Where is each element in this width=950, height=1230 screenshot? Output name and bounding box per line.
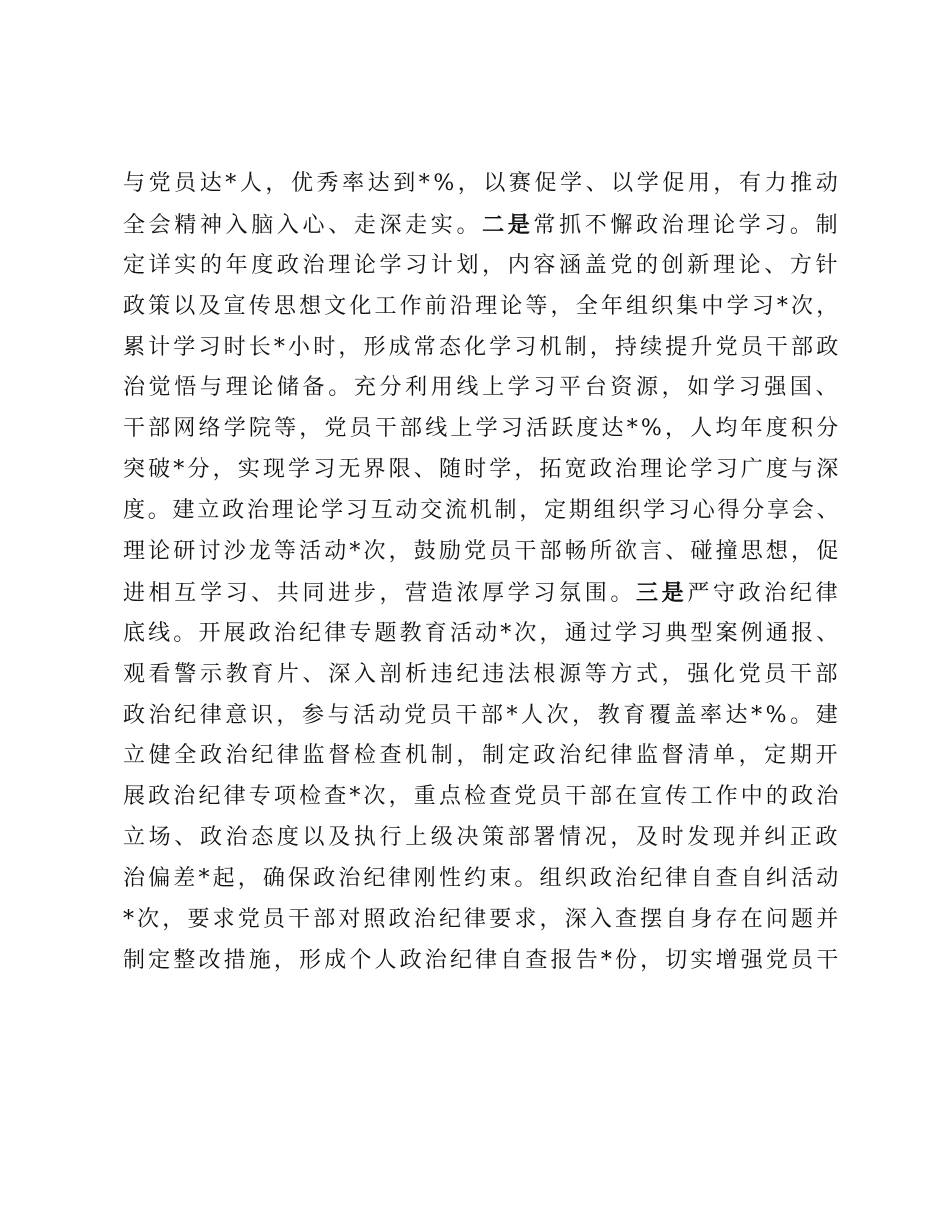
line-text: 展政治纪律专项检查*次，重点检查党员干部在宣传工作中的政治: [123, 784, 842, 810]
line-text: 底线。开展政治纪律专题教育活动*次，通过学习典型案例通报、: [123, 620, 842, 646]
text-line: [123, 818, 843, 859]
line-text: 干部网络学院等，党员干部线上学习活跃度达*%，人均年度积分: [123, 416, 842, 442]
line-text: 全会精神入脑入心、走深走实。: [123, 212, 483, 238]
text-line: [123, 450, 843, 491]
line-text: 制定整改措施，形成个人政治纪律自查报告*份，切实增强党员干: [123, 947, 842, 973]
line-text: 理论研讨沙龙等活动*次，鼓励党员干部畅所欲言、碰撞思想，促: [123, 539, 842, 565]
line-text: 治觉悟与理论储备。充分利用线上学习平台资源，如学习强国、: [123, 375, 842, 401]
text-line: [123, 941, 843, 982]
line-text: *次，要求党员干部对照政治纪律要求，深入查摆自身存在问题并: [123, 907, 842, 933]
text-line: [123, 573, 843, 614]
text-line: [123, 368, 843, 409]
text-line: [123, 246, 843, 287]
line-text: 严守政治纪律: [687, 580, 842, 606]
line-text: 定详实的年度政治理论学习计划，内容涵盖党的创新理论、方针: [123, 252, 842, 278]
text-line: [123, 614, 843, 655]
text-line: [123, 655, 843, 696]
text-line: [123, 287, 843, 328]
line-text: 进相互学习、共同进步，营造浓厚学习氛围。: [123, 580, 637, 606]
line-text: 突破*分，实现学习无界限、随时学，拓宽政治理论学习广度与深: [123, 457, 842, 483]
line-text: 累计学习时长*小时，形成常态化学习机制，持续提升党员干部政: [123, 334, 842, 360]
bold-heading-text: 二是: [482, 211, 534, 238]
text-line: [123, 900, 843, 941]
line-text: 与党员达*人，优秀率达到*%，以赛促学、以学促用，有力推动: [123, 171, 842, 196]
text-line: [123, 859, 843, 900]
line-text: 政策以及宣传思想文化工作前沿理论等，全年组织集中学习*次，: [123, 293, 842, 319]
line-text: 立场、政治态度以及执行上级决策部署情况，及时发现并纠正政: [123, 825, 842, 851]
body-paragraph: [123, 164, 843, 982]
line-text: 常抓不懈政治理论学习。制: [533, 212, 842, 238]
line-text: 度。建立政治理论学习互动交流机制，定期组织学习心得分享会、: [123, 498, 842, 524]
text-line: [123, 736, 843, 777]
text-line: [123, 696, 843, 737]
text-line: [123, 164, 843, 205]
line-text: 政治纪律意识，参与活动党员干部*人次，教育覆盖率达*%。建: [123, 702, 842, 728]
line-text: 立健全政治纪律监督检查机制，制定政治纪律监督清单，定期开: [123, 743, 842, 769]
text-line: [123, 409, 843, 450]
line-text: 治偏差*起，确保政治纪律刚性约束。组织政治纪律自查自纠活动: [123, 866, 842, 892]
text-line: [123, 328, 843, 369]
text-line: [123, 205, 843, 246]
text-line: [123, 777, 843, 818]
line-text: 观看警示教育片、深入剖析违纪违法根源等方式，强化党员干部: [123, 661, 842, 687]
bold-heading-text: 三是: [636, 579, 688, 606]
text-line: [123, 532, 843, 573]
text-line: [123, 491, 843, 532]
